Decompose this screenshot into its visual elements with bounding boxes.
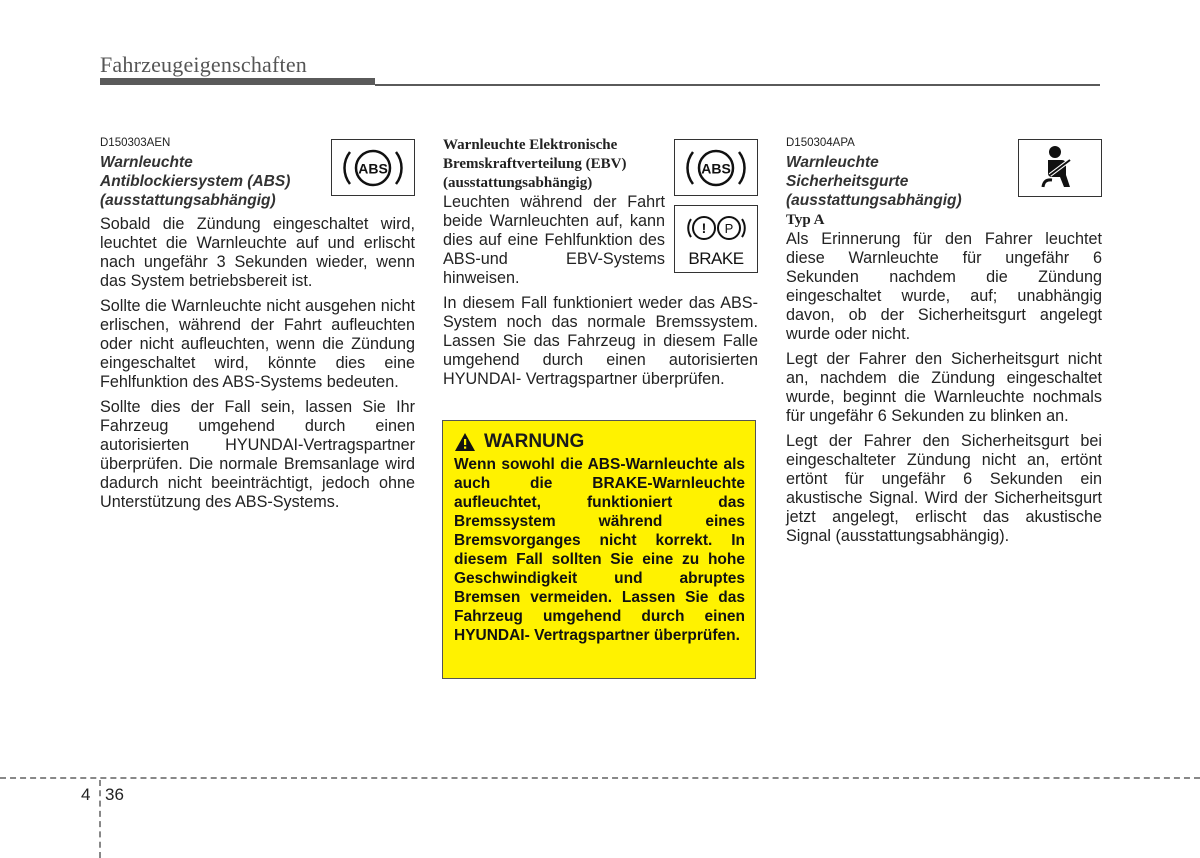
ebv-heading: Warnleuchte Elektronische Bremskraftverteilung (EBV) (ausstattungsabhängig): [443, 137, 627, 191]
type-label: Typ A: [786, 212, 825, 228]
abs-paragraph-3: Sollte dies der Fall sein, lassen Sie Ihr Fahrzeug umgehend durch einen autorisierten HYUNDAI-Vertragspartner überprüfen. Die normale Bremsanlage wird dadurch nicht beeinträchtigt, jedoch ohne Unterstützung des ABS-Systems.: [100, 398, 415, 511]
svg-text:P: P: [724, 221, 734, 236]
abs-paragraph-2: Sollte die Warnleuchte nicht ausgehen nicht erlischen, während der Fahrt aufleuchten oder nicht aufleuchten, wenn die Zündung eingeschaltet wird, könnte dies eine Fehlfunktion des ABS-Systems bedeuten.: [100, 297, 415, 391]
footer-divider: [99, 780, 101, 858]
abs-heading: Warnleuchte Antiblockiersystem (ABS) (ausstattungsabhängig): [100, 154, 291, 209]
brake-warning-icon: [674, 205, 758, 273]
footer-rule: [0, 777, 1200, 779]
svg-text:BRAKE: BRAKE: [688, 249, 744, 268]
section-code: D150304APA: [786, 137, 855, 149]
header-rule: [375, 84, 1100, 86]
seatbelt-warning-icon: [1018, 139, 1102, 197]
abs-warning-icon: [674, 139, 758, 196]
seatbelt-section: [786, 137, 1102, 552]
seatbelt-paragraph-1: Als Erinnerung für den Fahrer leuchtet diese Warnleuchte für ungefähr 6 Sekunden nachdem die Zündung eingeschaltet wurde, auf; unabhängig davon, ob der Sicherheitsgurt angelegt wurde oder nicht.: [786, 230, 1102, 343]
chapter-number: 4: [81, 785, 91, 804]
seatbelt-paragraph-2: Legt der Fahrer den Sicherheitsgurt nicht an, nachdem die Zündung eingeschaltet wurde, beginnt die Warnleuchte nochmals für ungefähr 6 Sekunden zu blinken an.: [786, 350, 1102, 425]
abs-warning-icon: [331, 139, 415, 196]
seatbelt-paragraph-3: Legt der Fahrer den Sicherheitsgurt bei eingeschalteter Zündung nicht an, ertönt ertönt für ungefähr 6 Sekunden ein akustische Signal. Wird der Sicherheitsgurt jetzt angelegt, erlischt das akustische Signal (ausstattungsabhängig).: [786, 432, 1102, 545]
ebv-paragraph-1: Leuchten während der Fahrt beide Warnleuchten auf, kann dies auf eine Fehlfunktion des ABS-und EBV-Systems hinweisen.: [443, 193, 665, 287]
warning-box: [442, 420, 756, 679]
section-code: D150303AEN: [100, 137, 171, 149]
warning-triangle-icon: [454, 432, 476, 452]
svg-text:!: !: [701, 220, 707, 236]
svg-text:ABS: ABS: [701, 160, 731, 176]
svg-text:ABS: ABS: [358, 160, 388, 176]
seatbelt-heading: Warnleuchte Sicherheitsgurte (ausstattungsabhängig): [786, 154, 962, 209]
header-bar: [100, 78, 375, 85]
page-number: 36: [105, 785, 124, 804]
section-title: Fahrzeugeigenschaften: [100, 52, 307, 77]
abs-paragraph-1: Sobald die Zündung eingeschaltet wird, leuchtet die Warnleuchte auf und erlischt nach ungefähr 3 Sekunden wieder, wenn das System betriebsbereit ist.: [100, 215, 415, 290]
warning-title: WARNUNG: [454, 431, 745, 453]
warning-text: Wenn sowohl die ABS-Warnleuchte als auch die BRAKE-Warnleuchte aufleuchtet, funktioniert das Bremssystem während eines Bremsvorganges nicht korrekt. In diesem Fall sollten Sie eine zu hohe Geschwindigkeit und abruptes Bremsen vermeiden. Lassen Sie das Fahrzeug umgehend durch einen HYUNDAI- Vertragspartner überprüfen.: [454, 456, 745, 644]
ebv-paragraph-2: In diesem Fall funktioniert weder das ABS-System noch das normale Bremssystem. Lassen Sie das Fahrzeug in diesem Falle umgehend durch einen autorisierten HYUNDAI- Vertragspartner überprüfen.: [443, 294, 758, 388]
